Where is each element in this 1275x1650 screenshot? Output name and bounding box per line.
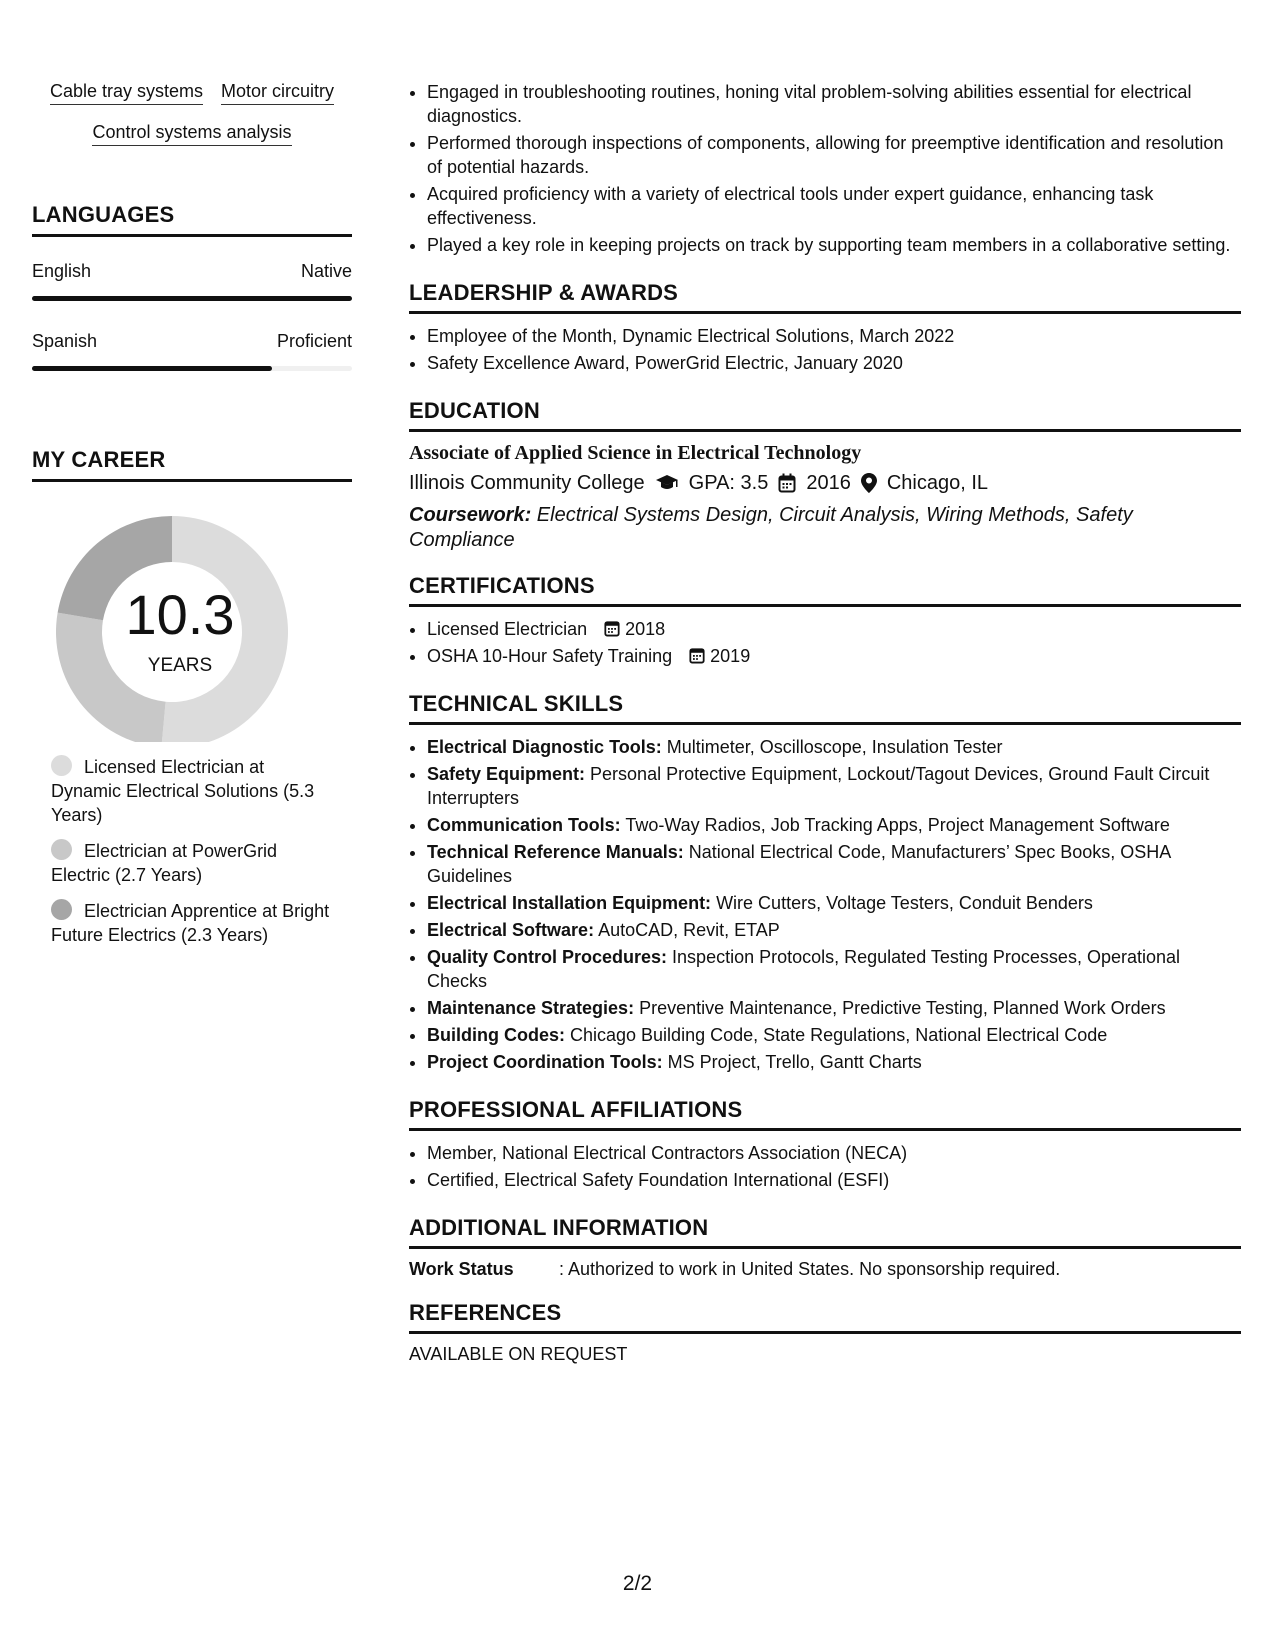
- right-column: [409, 80, 1241, 1365]
- references-text: AVAILABLE ON REQUEST: [409, 1344, 628, 1364]
- legend-dot: [51, 839, 72, 860]
- school-location: Chicago, IL: [886, 472, 988, 494]
- references-title: REFERENCES: [409, 1300, 1241, 1334]
- skill-label: Technical Reference Manuals:: [427, 842, 684, 862]
- legend-label: Electrician Apprentice at Bright Future Electrics (2.3 Years): [51, 901, 330, 945]
- skill-item: [427, 840, 1241, 888]
- career-legend-item: [51, 899, 331, 947]
- language-level: Native: [300, 261, 352, 281]
- coursework: [409, 503, 1241, 553]
- language-item: [32, 331, 352, 371]
- career-total-years: 10.3: [125, 583, 235, 646]
- skill-text: Wire Cutters, Voltage Testers, Conduit Benders: [711, 893, 1093, 913]
- skill-item: [427, 735, 1241, 759]
- affiliation-item: • Certified, Electrical Safety Foundation International (ESFI): [427, 1168, 1241, 1192]
- legend-dot: [51, 899, 72, 920]
- skill-tag-row: [32, 80, 352, 105]
- skill-text: Preventive Maintenance, Predictive Testing, Planned Work Orders: [634, 998, 1166, 1018]
- skill-tag-row: [32, 121, 352, 146]
- skill-item: [427, 1023, 1241, 1047]
- skill-text: Inspection Protocols, Regulated Testing Processes, Operational Checks: [427, 947, 1181, 991]
- skill-text: AutoCAD, Revit, ETAP: [594, 920, 780, 940]
- skill-text: National Electrical Code, Manufacturers’ Spec Books, OSHA Guidelines: [427, 842, 1171, 886]
- coursework-list: Electrical Systems Design, Circuit Analysis, Wiring Methods, Safety Compliance: [409, 504, 1133, 551]
- coursework-label: Coursework:: [409, 504, 532, 526]
- certification-item: [427, 644, 1241, 668]
- skill-label: Project Coordination Tools:: [427, 1052, 663, 1072]
- career-legend-item: [51, 839, 331, 887]
- page-number: 2/2: [622, 1572, 653, 1595]
- calendar-icon: [689, 646, 705, 664]
- degree-title: Associate of Applied Science in Electrical Technology: [409, 442, 862, 464]
- affiliations-title: PROFESSIONAL AFFILIATIONS: [409, 1097, 1241, 1131]
- language-name: English: [32, 261, 92, 281]
- language-level: Proficient: [276, 331, 352, 351]
- language-proficiency-bar: [32, 296, 352, 301]
- experience-bullet: • Performed thorough inspections of components, allowing for preemptive identification and resolution of potential hazards.: [427, 131, 1241, 179]
- experience-bullet: • Acquired proficiency with a variety of electrical tools under expert guidance, enhancing task effectiveness.: [427, 182, 1241, 230]
- skill-text: Two-Way Radios, Job Tracking Apps, Project Management Software: [620, 815, 1170, 835]
- work-status-label: Work Status: [409, 1259, 514, 1279]
- map-pin-icon: [861, 473, 877, 493]
- legend-label: Licensed Electrician at Dynamic Electrical Solutions (5.3 Years): [51, 757, 315, 825]
- calendar-icon: [604, 619, 620, 637]
- career-donut-chart: [32, 482, 352, 742]
- career-title: MY CAREER: [32, 447, 352, 482]
- education-details: [409, 469, 1241, 497]
- graduation-cap-icon: [655, 474, 679, 492]
- skill-item: [427, 813, 1241, 837]
- work-status-row: [409, 1259, 1241, 1280]
- skill-label: Quality Control Procedures:: [427, 947, 668, 967]
- leadership-title: LEADERSHIP & AWARDS: [409, 280, 1241, 314]
- certification-year: 2018: [625, 619, 666, 639]
- gpa: GPA: 3.5: [688, 472, 769, 494]
- skill-item: [427, 945, 1241, 993]
- graduation-year: 2016: [806, 472, 851, 494]
- award-item: • Employee of the Month, Dynamic Electrical Solutions, March 2022: [427, 324, 1241, 348]
- additional-info-title: ADDITIONAL INFORMATION: [409, 1215, 1241, 1249]
- affiliation-item: • Member, National Electrical Contractors Association (NECA): [427, 1141, 1241, 1165]
- skill-label: Electrical Installation Equipment:: [427, 893, 712, 913]
- language-proficiency-bar: [32, 366, 352, 371]
- skill-item: [427, 918, 1241, 942]
- skill-label: Building Codes:: [427, 1025, 565, 1045]
- skill-text: Chicago Building Code, State Regulations, National Electrical Code: [565, 1025, 1108, 1045]
- certification-item: [427, 617, 1241, 641]
- skill-text: Multimeter, Oscilloscope, Insulation Tester: [661, 737, 1003, 757]
- skill-item: [427, 762, 1241, 810]
- certifications-title: CERTIFICATIONS: [409, 573, 1241, 607]
- certification-name: Licensed Electrician: [427, 619, 588, 639]
- school-name: Illinois Community College: [409, 472, 645, 494]
- career-legend: [32, 755, 331, 947]
- language-item: [32, 261, 352, 301]
- experience-bullet: • Played a key role in keeping projects on track by supporting team members in a collaborative setting.: [427, 233, 1241, 257]
- career-years-unit: YEARS: [147, 655, 213, 676]
- skill-tag: Motor circuitry: [221, 80, 334, 105]
- skill-label: Maintenance Strategies:: [427, 998, 635, 1018]
- skill-tag: Control systems analysis: [92, 121, 291, 146]
- skill-text: Personal Protective Equipment, Lockout/Tagout Devices, Ground Fault Circuit Interrupters: [427, 764, 1210, 808]
- award-item: • Safety Excellence Award, PowerGrid Electric, January 2020: [427, 351, 1241, 375]
- language-proficiency-fill: [32, 296, 352, 301]
- language-proficiency-fill: [32, 366, 272, 371]
- work-status-value: : Authorized to work in United States. No sponsorship required.: [559, 1259, 1061, 1279]
- skill-label: Electrical Software:: [427, 920, 595, 940]
- technical-skills-title: TECHNICAL SKILLS: [409, 691, 1241, 725]
- skill-label: Communication Tools:: [427, 815, 621, 835]
- skill-item: [427, 996, 1241, 1020]
- legend-label: Electrician at PowerGrid Electric (2.7 Years): [51, 841, 278, 885]
- skill-tags: [32, 80, 352, 146]
- certifications-list: [409, 617, 1241, 668]
- experience-bullet: • Engaged in troubleshooting routines, honing vital problem-solving abilities essential for electrical diagnostics.: [427, 80, 1241, 128]
- affiliations-list: [409, 1141, 1241, 1192]
- technical-skills-list: [409, 735, 1241, 1074]
- certification-year: 2019: [710, 646, 751, 666]
- career-legend-item: [51, 755, 331, 827]
- skill-item: [427, 1050, 1241, 1074]
- skill-label: Safety Equipment:: [427, 764, 586, 784]
- language-name: Spanish: [32, 331, 98, 351]
- skill-item: [427, 891, 1241, 915]
- leadership-list: [409, 324, 1241, 375]
- skill-label: Electrical Diagnostic Tools:: [427, 737, 662, 757]
- languages-title: LANGUAGES: [32, 202, 352, 237]
- calendar-icon: [778, 473, 796, 493]
- experience-bullets: [409, 80, 1241, 257]
- skill-text: MS Project, Trello, Gantt Charts: [662, 1052, 922, 1072]
- certification-name: OSHA 10-Hour Safety Training: [427, 646, 673, 666]
- legend-dot: [51, 755, 72, 776]
- skill-tag: Cable tray systems: [50, 80, 203, 105]
- education-title: EDUCATION: [409, 398, 1241, 432]
- left-column: [32, 80, 352, 959]
